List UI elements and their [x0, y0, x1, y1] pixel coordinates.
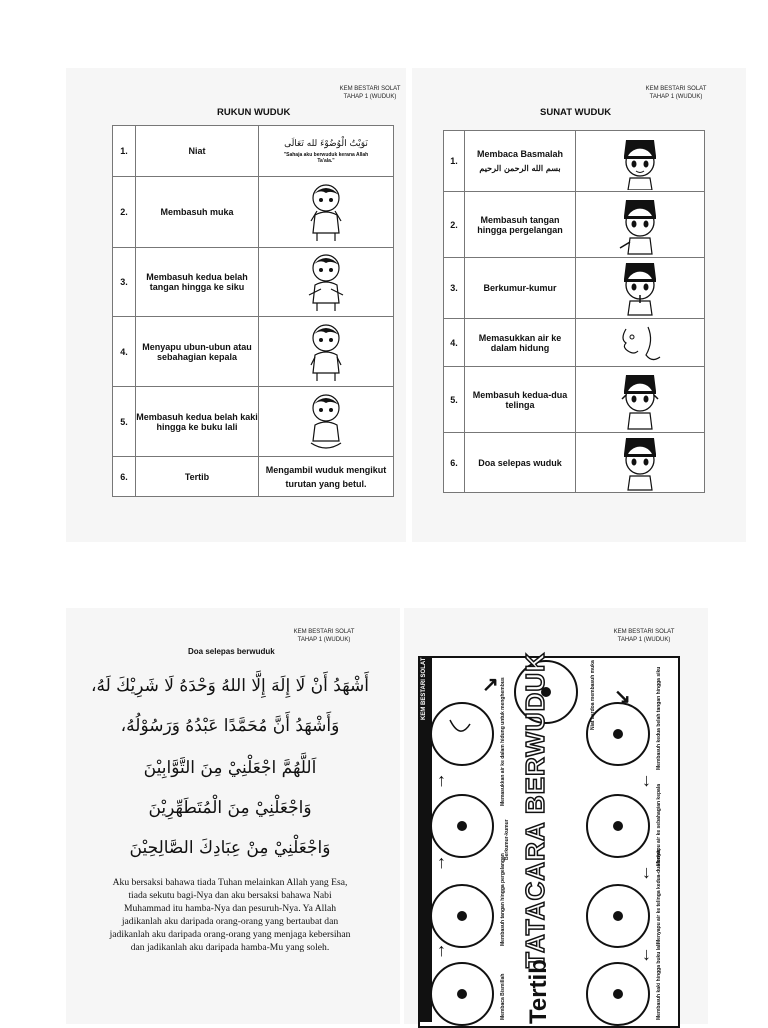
step-label: Membasuh kedua belah tangan hingga siku — [656, 666, 662, 770]
row-number: 6. — [113, 457, 136, 497]
doa-translation: Aku bersaksi bahawa tiada Tuhan melainkan Allah yang Esa, tiada sekutu bagi-Nya dan aku bersaksi bahawa Nabi Muhammad itu hamba-Nya dan pesuruh-Nya. Ya Allah jadikanlah aku daripada orang-orang yang bertaubat dan jadikanlah aku daripada orang-orang yang menjaga kebersihan dan jadikanlah aku daripada hamba-Mu yang soleh. — [109, 877, 351, 953]
row-number: 1. — [444, 131, 465, 192]
sunat-label: Membasuh kedua-dua telinga — [465, 367, 576, 433]
header-line1: KEM BESTARI SOLAT — [613, 629, 675, 635]
header-line2: TAHAP 1 (WUDUK) — [649, 94, 703, 100]
doa-arabic-line: أَشْهَدُ أَنْ لَا إِلَهَ إِلَّا اللهُ وَحْدَهُ لَا شَرِيْكَ لَهُ، — [90, 676, 370, 696]
doa-title: Doa selepas berwuduk — [188, 647, 275, 656]
step-label: Menyapu air ke sebahagian kepala — [656, 784, 662, 866]
sunat-label: Memasukkan air ke dalam hidung — [465, 319, 576, 367]
sunat-title: SUNAT WUDUK — [540, 107, 612, 118]
sunat-label: Berkumur-kumur — [465, 258, 576, 319]
arrow-up-icon: ↑ — [437, 852, 446, 872]
sunat-label: Membasuh tangan hingga pergelangan — [465, 192, 576, 258]
header-line1: KEM BESTARI SOLAT — [645, 86, 707, 92]
poster-title: TATACARA BERWUDUK — [520, 652, 550, 968]
niat-arabic: نَوَيْتُ الْوُضُوْءَ لله تَعَالَى — [284, 138, 368, 149]
header-line2: TAHAP 1 (WUDUK) — [297, 637, 351, 643]
doa-arabic-line: وَأَشْهَدُ أَنَّ مُحَمَّدًا عَبْدُهُ وَرَسُوْلُهُ، — [120, 716, 340, 736]
arrow-down-icon: ↓ — [642, 944, 651, 964]
step-label: Memasukkan air ke dalam hidung untuk menghembus — [500, 677, 506, 806]
row-number: 2. — [444, 192, 465, 258]
step-label: Membasuh tangan hingga pergelangan — [500, 853, 506, 946]
arrow-curve-icon: ↘ — [614, 686, 631, 708]
header-line1: KEM BESTARI SOLAT — [339, 86, 401, 92]
row-number: 4. — [444, 319, 465, 367]
doa-arabic-line: اَللَّهُمَّ اجْعَلْنِيْ مِنَ التَّوَّابِيْنَ — [143, 758, 317, 778]
rukun-label: Niat — [136, 126, 259, 177]
row-number: 3. — [113, 248, 136, 317]
row-number: 1. — [113, 126, 136, 177]
tertib-desc: Mengambil wuduk mengikut turutan yang betul. — [259, 457, 394, 497]
row-number: 4. — [113, 317, 136, 387]
row-number: 2. — [113, 177, 136, 248]
header-line2: TAHAP 1 (WUDUK) — [343, 94, 397, 100]
step-label: Menyapu air ke telinga kedua-dua belah — [656, 849, 662, 944]
header-line1: KEM BESTARI SOLAT — [293, 629, 355, 635]
step-label: Membaca Bismillah — [500, 973, 506, 1020]
row-number: 5. — [444, 367, 465, 433]
poster-tertib: Tertib — [525, 959, 552, 1024]
rukun-label: Membasuh muka — [136, 177, 259, 248]
rukun-title: RUKUN WUDUK — [217, 107, 291, 118]
arrow-up-icon: ↑ — [437, 940, 446, 960]
row-number: 3. — [444, 258, 465, 319]
doa-arabic-line: وَاجْعَلْنِيْ مِنْ عِبَادِكَ الصَّالِحِيْنَ — [129, 838, 331, 858]
arrow-down-icon: ↓ — [642, 862, 651, 882]
doa-arabic-line: وَاجْعَلْنِيْ مِنَ الْمُتَطَهِّرِيْنَ — [148, 798, 312, 818]
poster-side-text: KEM BESTARI SOLAT — [421, 657, 427, 720]
rukun-label: Menyapu ubun-ubun atau sebahagian kepala — [136, 317, 259, 387]
arrow-up-icon: ↑ — [437, 770, 446, 790]
step-label: Niat berdoa membasuh muka — [590, 660, 596, 730]
arrow-down-icon: ↓ — [642, 770, 651, 790]
step-label: Membasuh kaki hingga buku lali — [656, 943, 662, 1020]
sunat-label: Doa selepas wuduk — [465, 433, 576, 493]
header-line2: TAHAP 1 (WUDUK) — [617, 637, 671, 643]
rukun-label: Membasuh kedua belah tangan hingga ke siku — [136, 248, 259, 317]
arrow-curve-icon: ↗ — [482, 674, 499, 696]
sunat-label: Membaca Basmalah — [476, 149, 564, 159]
niat-note: "Sahaja aku berwuduk kerana Allah Ta'ala." — [283, 151, 369, 164]
step-label: Berkumur-kumur — [504, 819, 510, 860]
basmalah-arabic: بسم الله الرحمن الرحيم — [479, 163, 561, 173]
rukun-label: Tertib — [136, 457, 259, 497]
row-number: 6. — [444, 433, 465, 493]
row-number: 5. — [113, 387, 136, 457]
rukun-label: Membasuh kedua belah kaki hingga ke buku lali — [136, 387, 259, 457]
